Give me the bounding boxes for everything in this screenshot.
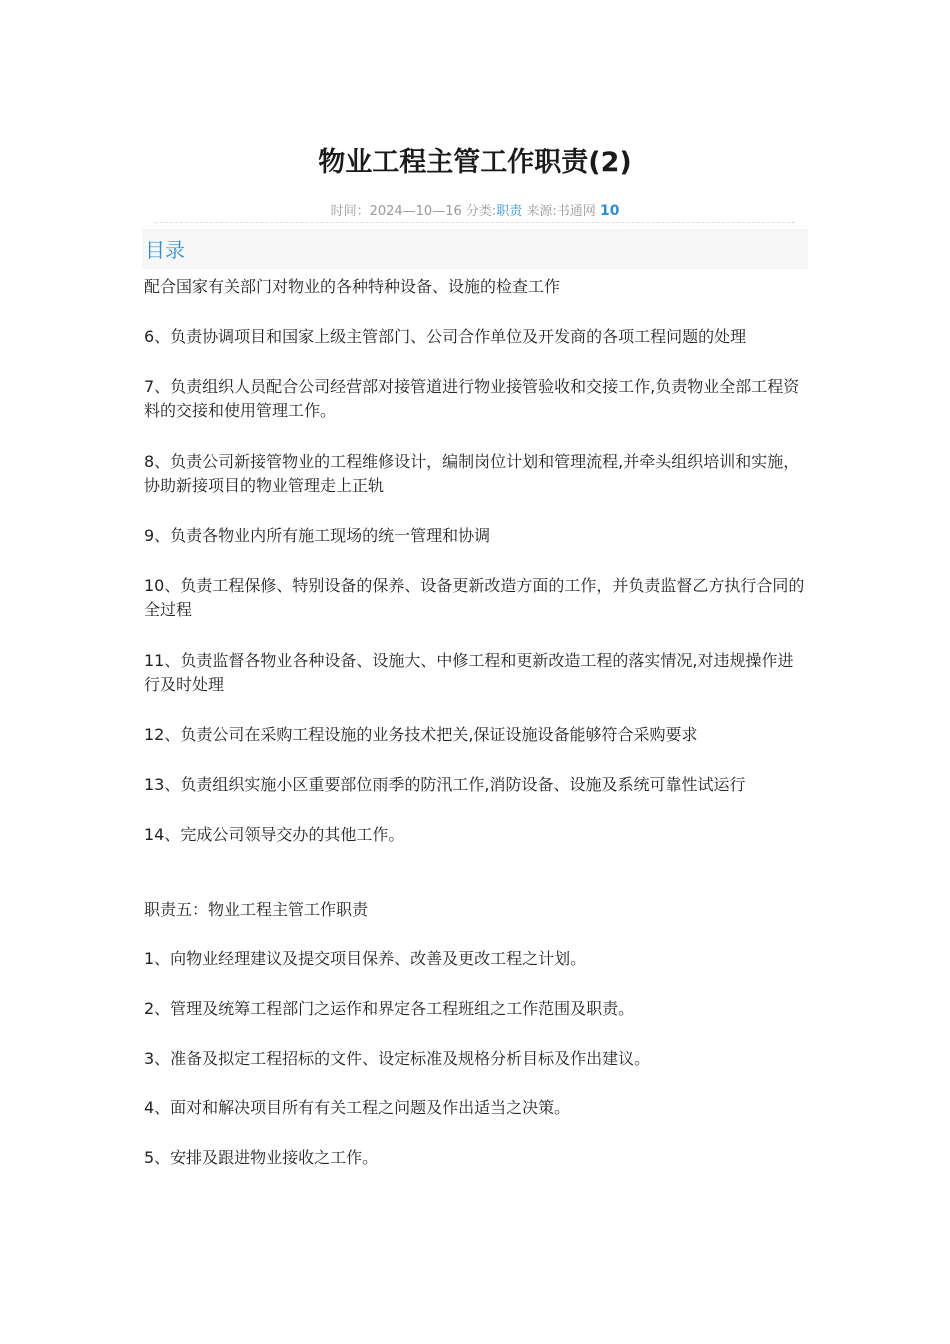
- article-meta: [0, 201, 950, 222]
- paragraph: 配合国家有关部门对物业的各种特种设备、设施的检查工作: [144, 277, 561, 296]
- paragraph: 9、负责各物业内所有施工现场的统一管理和协调: [144, 526, 491, 545]
- paragraph: 14、完成公司领导交办的其他工作。: [144, 825, 405, 844]
- category-link[interactable]: 职责: [496, 204, 523, 219]
- source-name: 书通网: [556, 204, 596, 219]
- paragraph: 4、面对和解决项目所有有关工程之问题及作出适当之决策。: [144, 1098, 571, 1117]
- paragraph: 13、负责组织实施小区重要部位雨季的防汛工作,消防设备、设施及系统可靠性试运行: [144, 775, 746, 794]
- toc-box: [142, 229, 808, 269]
- time-label: 时间：: [330, 204, 370, 219]
- paragraph: 8、负责公司新接管物业的工程维修设计，编制岗位计划和管理流程,并牵头组织培训和实施，协助新接项目的物业管理走上正轨: [144, 452, 800, 495]
- publish-date: 2024—10—16: [369, 204, 462, 219]
- paragraph: 11、负责监督各物业各种设备、设施大、中修工程和更新改造工程的落实情况,对违规操作进行及时处理: [144, 651, 794, 694]
- section-heading: 职责五：物业工程主管工作职责: [144, 900, 369, 919]
- page-title: 物业工程主管工作职责(2): [318, 147, 632, 178]
- toc-title[interactable]: 目录: [145, 238, 185, 262]
- view-count: 10: [599, 203, 620, 219]
- meta-divider: [155, 222, 795, 223]
- paragraph: 3、准备及拟定工程招标的文件、设定标准及规格分析目标及作出建议。: [144, 1049, 651, 1068]
- paragraph: 2、管理及统筹工程部门之运作和界定各工程班组之工作范围及职责。: [144, 999, 635, 1018]
- paragraph: 12、负责公司在采购工程设施的业务技术把关,保证设施设备能够符合采购要求: [144, 725, 698, 744]
- paragraph: 6、负责协调项目和国家上级主管部门、公司合作单位及开发商的各项工程问题的处理: [144, 327, 747, 346]
- paragraph: 7、负责组织人员配合公司经营部对接管道进行物业接管验收和交接工作,负责物业全部工程资料的交接和使用管理工作。: [144, 377, 800, 420]
- source-label: 来源:: [522, 204, 557, 219]
- paragraph: 10、负责工程保修、特别设备的保养、设备更新改造方面的工作，并负责监督乙方执行合同的全过程: [144, 576, 805, 619]
- paragraph: 1、向物业经理建议及提交项目保养、改善及更改工程之计划。: [144, 949, 587, 968]
- category-label: 分类:: [461, 204, 497, 219]
- paragraph: 5、安排及跟进物业接收之工作。: [144, 1148, 379, 1167]
